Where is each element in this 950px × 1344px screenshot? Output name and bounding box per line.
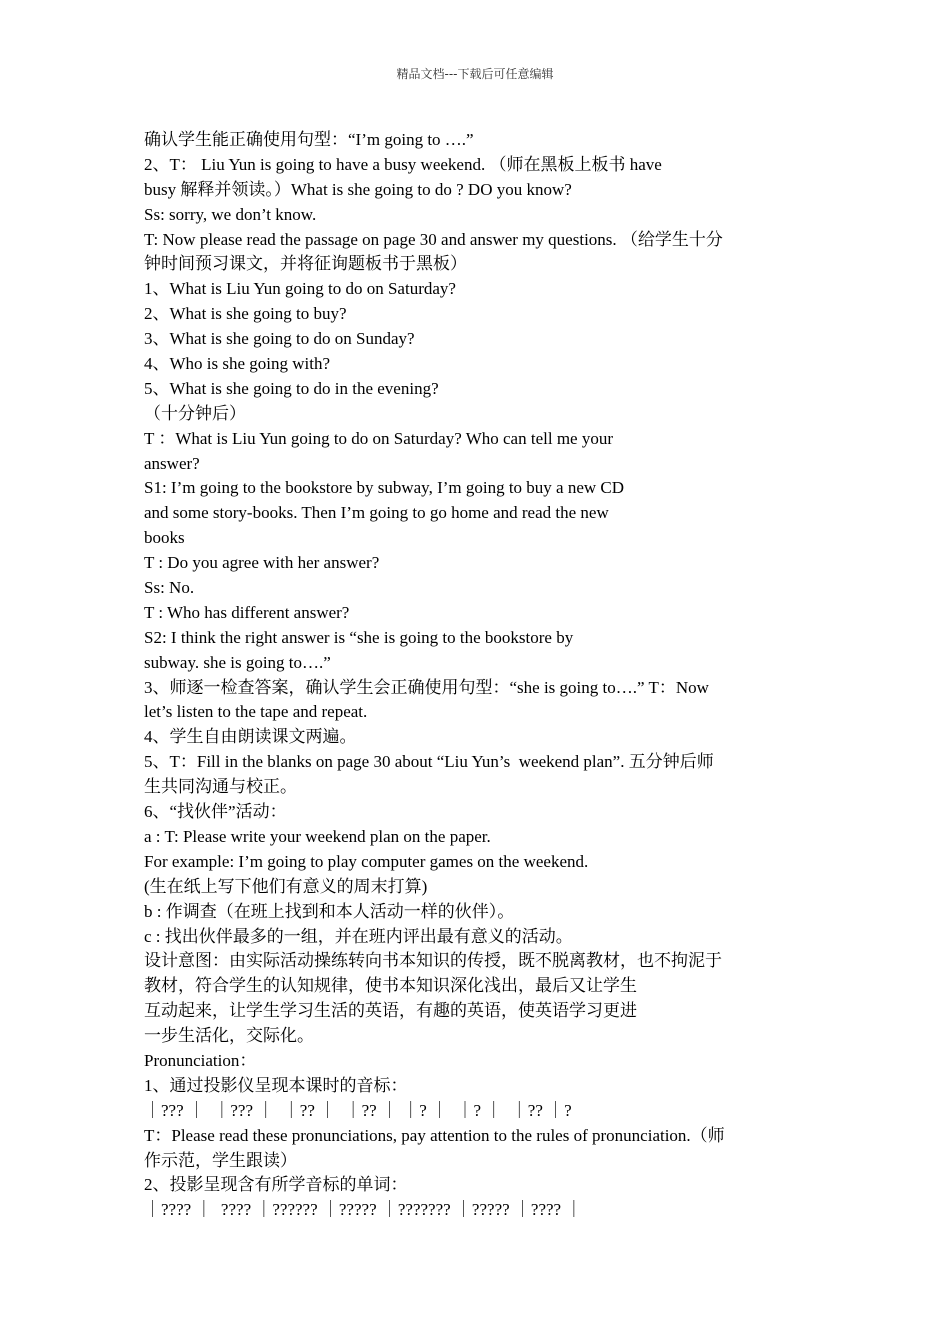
dialogue-line: and some story-books. Then I’m going to go home and read the new	[144, 503, 609, 523]
text-line: let’s listen to the tape and repeat.	[144, 702, 368, 722]
text-line: 6、“找伙伴”活动：	[144, 802, 287, 822]
dialogue-line: T ：What is Liu Yun going to do on Saturday? Who can tell me your	[144, 428, 613, 448]
text-line: busy 解释并领读。）What is she going to do ? DO you know?	[144, 179, 572, 199]
text-line: b : 作调查（在班上找到和本人活动一样的伙伴）。	[144, 901, 515, 921]
text-line: Ss: sorry, we don’t know.	[144, 204, 317, 224]
text-line: 确认学生能正确使用句型：“I’m going to ….”	[144, 130, 474, 149]
text-line: 1、通过投影仪呈现本课时的音标：	[144, 1075, 408, 1095]
text-line: 5、T：Fill in the blanks on page 30 about “Liu Yun’s weekend plan”. 五分钟后师	[144, 752, 714, 772]
phonetic-words-line: ｜???? ｜ ???? ｜?????? ｜????? ｜??????? ｜????? ｜???? ｜	[144, 1200, 583, 1220]
dialogue-line: T : Do you agree with her answer?	[144, 553, 380, 573]
text-line: 3、师逐一检查答案，确认学生会正确使用句型：“she is going to….” T：Now	[144, 677, 709, 697]
dialogue-line: answer?	[144, 453, 200, 473]
text-line: 2、T： Liu Yun is going to have a busy weekend. （师在黑板上板书 have	[144, 154, 662, 174]
text-line: a : T: Please write your weekend plan on the paper.	[144, 826, 491, 846]
question-line: 1、What is Liu Yun going to do on Saturday?	[144, 279, 456, 299]
text-line: For example: I’m going to play computer games on the weekend.	[144, 851, 589, 871]
text-line: 作示范，学生跟读）	[144, 1150, 297, 1170]
text-line: 钟时间预习课文，并将征询题板书于黑板）	[144, 254, 467, 274]
document-body	[144, 128, 809, 1223]
question-line: 5、What is she going to do in the evening?	[144, 378, 439, 398]
text-line: 生共同沟通与校正。	[144, 777, 297, 797]
dialogue-line: Ss: No.	[144, 578, 195, 598]
question-line: 2、What is she going to buy?	[144, 304, 347, 324]
text-line: 2、投影呈现含有所学音标的单词：	[144, 1175, 408, 1195]
text-line: 互动起来，让学生学习生活的英语，有趣的英语，使英语学习更进	[144, 1001, 637, 1021]
section-heading: Pronunciation：	[144, 1050, 257, 1070]
text-line: c : 找出伙伴最多的一组，并在班内评出最有意义的活动。	[144, 926, 573, 946]
dialogue-line: S1: I’m going to the bookstore by subway, I’m going to buy a new CD	[144, 478, 625, 498]
text-line: 教材，符合学生的认知规律，使书本知识深化浅出，最后又让学生	[144, 976, 637, 996]
dialogue-line: books	[144, 528, 185, 548]
question-line: 4、Who is she going with?	[144, 354, 331, 374]
dialogue-line: subway. she is going to….”	[144, 652, 331, 672]
text-line: 4、学生自由朗读课文两遍。	[144, 727, 357, 747]
text-line: 设计意图：由实际活动操练转向书本知识的传授，既不脱离教材，也不拘泥于	[144, 951, 722, 971]
text-line: 一步生活化，交际化。	[144, 1026, 314, 1046]
phonetic-symbols-line: ｜??? ｜ ｜??? ｜ ｜?? ｜ ｜?? ｜ ｜? ｜ ｜? ｜ ｜?? ｜?	[144, 1100, 572, 1120]
text-line: (生在纸上写下他们有意义的周末打算)	[144, 876, 428, 896]
text-line: T: Now please read the passage on page 30 and answer my questions. （给学生十分	[144, 229, 723, 249]
question-line: 3、What is she going to do on Sunday?	[144, 329, 415, 349]
page-header: 精品文档---下载后可任意编辑	[396, 67, 554, 81]
dialogue-line: S2: I think the right answer is “she is going to the bookstore by	[144, 627, 574, 647]
text-line: T：Please read these pronunciations, pay attention to the rules of pronunciation.（师	[144, 1125, 725, 1145]
dialogue-line: T : Who has different answer?	[144, 602, 350, 622]
text-line: （十分钟后）	[144, 403, 246, 423]
